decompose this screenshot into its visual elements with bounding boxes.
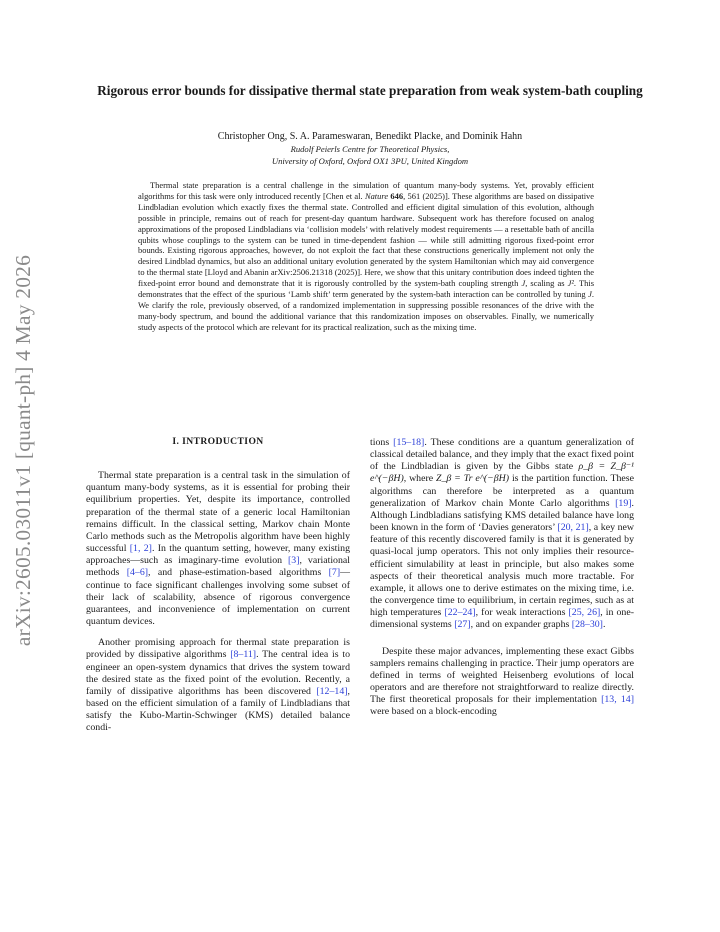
citation-link[interactable]: [4–6] (126, 567, 149, 579)
citation-link[interactable]: [13, 14] (601, 694, 634, 706)
left-column (86, 435, 350, 734)
right-column (370, 437, 634, 718)
citation-link[interactable]: [8–11] (230, 649, 257, 661)
citation-link[interactable]: [12–14] (316, 685, 348, 697)
arxiv-id: arXiv:2605.03011v1 [quant-ph] 4 May 2026 (11, 254, 36, 646)
math-partition-function: Z_β = Tr e^(−βH) (436, 473, 510, 485)
citation-link[interactable]: [7] (328, 567, 341, 579)
paper-title: Rigorous error bounds for dissipative thermal state preparation from weak system-bath coupling (97, 83, 643, 98)
arxiv-stamp (4, 250, 44, 650)
abstract-text: Thermal state preparation is a central challenge in the simulation of quantum many-body systems. Yet, provably efficient algorithms for this task were only introduced recently [Chen et al. (138, 180, 594, 201)
citation-link[interactable]: [22–24] (444, 607, 476, 619)
citation-link[interactable]: [28–30] (571, 619, 603, 631)
paragraph: Despite these major advances, implementing these exact Gibbs samplers remains challenging in practice. Their jump operators are defined in terms of weighted Heisenberg evolutions of local operators and are therefore not straightforward to realize directly. The first theoretical proposals for their implementation [13, 14] were based on a block-encoding (370, 645, 634, 718)
journal-name: Nature (364, 190, 389, 201)
paragraph: tions [15–18]. These conditions are a quantum generalization of classical detailed balance, and they imply that the exact fixed point of the Lindbladian is given by the Gibbs state ρ_β = Z_β⁻¹ e^(−βH), where Z_β = Tr e^(−βH) is the partition function. These algorithms can therefore be interpreted as a quantum generalization of Markov chain Monte Carlo algorithms [19]. Although Lindbladians satisfying KMS detailed balance have long been known in the form of ‘Davies generators’ [20, 21], a key new feature of this recently discovered family is that it is generated by quasi-local jump operators. This not only implies their resource-efficient simulability at least in principle, but also makes some aspects of their theoretical analysis much more tractable. For example, it allows one to derive estimates on the mixing time, i.e. the convergence time to equilibrium, in certain regimes, such as at high temperatures [22–24], for weak interactions [25, 26], in one-dimensional systems [27], and on expander graphs [28–30]. (370, 437, 635, 631)
author-list: Christopher Ong, S. A. Parameswaran, Benedikt Placke, and Dominik Hahn (217, 131, 523, 142)
citation-link[interactable]: [27] (454, 619, 471, 631)
paragraph: Another promising approach for thermal state preparation is provided by dissipative algorithms [8–11]. The central idea is to engineer an open-system dynamics that drives the system toward the desired state as the fixed point of the evolution. Recently, a family of dissipative algorithms has been discovered [12–14], based on the efficient simulation of a family of Lindbladians that satisfy the Kubo-Martin-Schwinger (KMS) detailed balance condi- (86, 637, 350, 734)
abstract-text: . We clarify the role, previously observed, of a randomized implementation in suppressing possible resonances of the drive with the many-body spectrum, and bound the additional variance that this randomization imposes on observables. Finally, we numerically study aspects of the protocol which are relevant for its practical realization, such as the mixing time. (138, 289, 594, 332)
citation-link[interactable]: [3] (288, 555, 300, 567)
affiliation-line-2: University of Oxford, Oxford OX1 3PU, United Kingdom (271, 156, 469, 166)
math-symbol: J² (567, 278, 574, 289)
citation-link[interactable]: [1, 2] (129, 543, 152, 555)
abstract-text: . This demonstrates that the effect of the spurious ‘Lamb shift’ term generated by the system-bath interaction can be controlled by tuning (138, 278, 594, 300)
math-symbol: J (521, 278, 526, 289)
paragraph: Thermal state preparation is a central task in the simulation of quantum many-body systems, as it is essential for probing their equilibrium properties. Yet, despite its importance, controlled preparation of the thermal state of a generic local Hamiltonian remains difficult. In the classical setting, Markov chain Monte Carlo methods such as the Metropolis algorithm have been highly successful [1, 2]. In the quantum setting, however, many existing approaches—such as imaginary-time evolution [3], variational methods [4–6], and phase-estimation-based algorithms [7]—continue to face significant challenges involving some subset of their lack of scalability, absence of rigorous convergence guarantees, and inconvenience of implementation on current quantum devices. (86, 470, 350, 628)
section-heading: I. INTRODUCTION (172, 436, 264, 447)
citation-link[interactable]: [19] (615, 497, 632, 509)
math-symbol: J (588, 289, 592, 300)
affiliation-line-1: Rudolf Peierls Centre for Theoretical Physics, (290, 144, 450, 154)
journal-volume: 646 (390, 190, 404, 201)
citation-link[interactable]: [20, 21] (557, 522, 589, 534)
abstract (138, 180, 594, 333)
math-gibbs-state: ρ_β = Z_β⁻¹ e^(−βH) (370, 461, 635, 485)
citation-link[interactable]: [25, 26] (568, 607, 601, 619)
abstract-text: , scaling as (525, 278, 565, 289)
citation-link[interactable]: [15–18] (393, 437, 425, 448)
abstract-text: , 561 (2025)]. These algorithms are based on dissipative Lindbladian evolution which exactly fixes the thermal state. Controlled and efficient digital simulation of this evolution, although possible in principle, remains out of reach for present-day quantum hardware. Subsequent work has therefore focused on analog approximations of the proposed Lindbladians via ‘collision models’ with relatively modest requirements — a resettable bath of ancilla qubits whose couplings to the system can be tuned in time-dependent fashion — while still admitting rigorous fixed-point error bounds. Existing rigorous approaches, however, do not exploit the fact that these constructions generically implement not only the desired Lindblad dynamics, but also an additional unitary evolution generated by the system Hamiltonian which may aid convergence to the thermal state [Lloyd and Abanin arXiv:2506.21318 (2025)]. Here, we show that this unitary contribution does indeed tighten the fixed-point error bound and demonstrate that it is rigorously controlled by the system-bath coupling strength (138, 190, 595, 289)
